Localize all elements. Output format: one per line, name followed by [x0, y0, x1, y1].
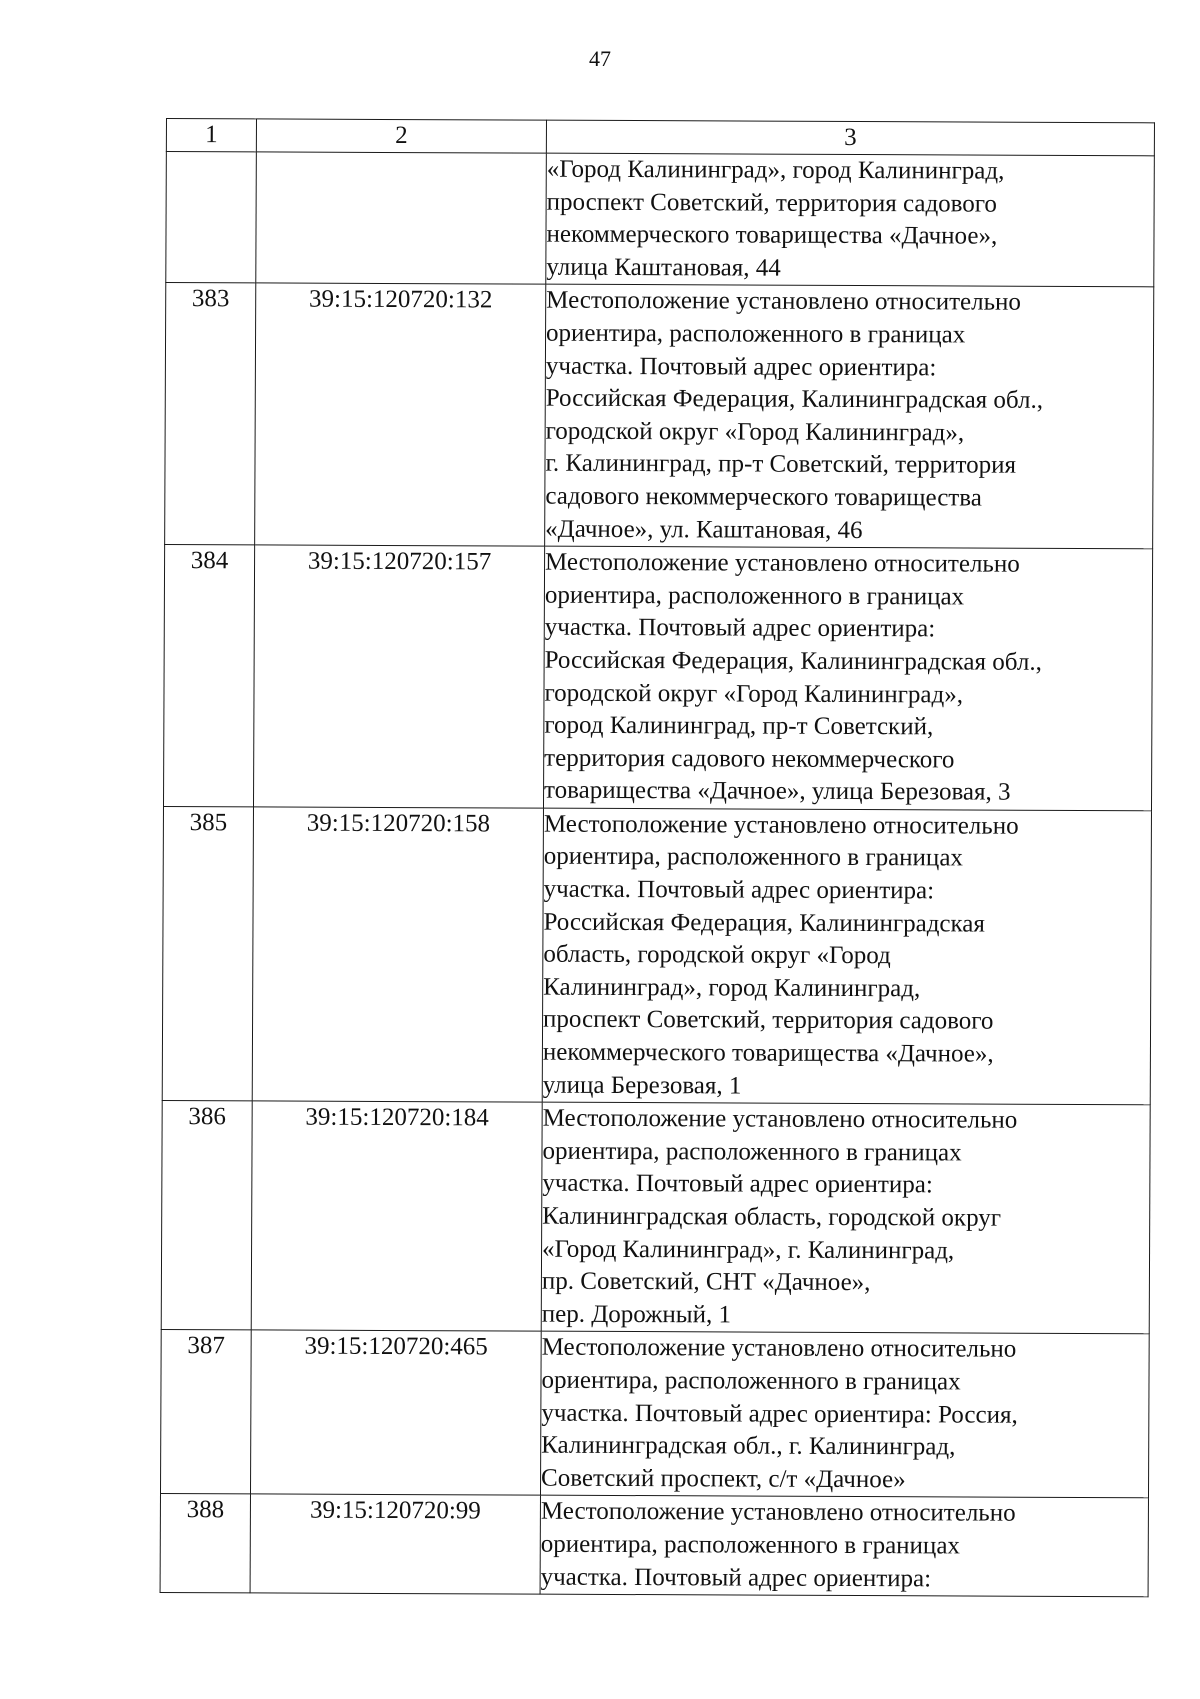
address-line: Калининградская область, городской округ	[542, 1202, 1002, 1232]
address-line: «Город Калининград», город Калининград,	[546, 155, 1005, 185]
address-line: пр. Советский, СНТ «Дачное»,	[541, 1267, 871, 1297]
address-line: ориентира, расположенного в границах	[540, 1530, 961, 1560]
address-line: ориентира, расположенного в границах	[541, 1366, 961, 1396]
address-line: улица Березовая, 1	[542, 1071, 742, 1100]
address-line: ориентира, расположенного в границах	[544, 581, 965, 611]
address-line: территория садового некоммерческого	[544, 744, 955, 774]
address-line: проспект Советский, территория садового	[543, 1006, 994, 1036]
table-row	[166, 152, 1155, 288]
row-number-cell	[166, 152, 257, 284]
address-line: городской округ «Город Калининград»,	[544, 679, 964, 708]
cadastral-number-cell: 39:15:120720:184	[251, 1101, 542, 1331]
land-plots-table	[160, 118, 1155, 1597]
table-row	[160, 1494, 1148, 1597]
row-number-cell: 388	[160, 1494, 250, 1593]
cadastral-number-cell: 39:15:120720:132	[255, 283, 546, 546]
address-line: товарищества «Дачное», улица Березовая, 3	[544, 776, 1011, 806]
row-number-cell: 384	[163, 545, 254, 807]
address-cell	[546, 153, 1155, 287]
address-line: участка. Почтовый адрес ориентира:	[544, 613, 936, 643]
address-line: область, городской округ «Город	[543, 940, 891, 970]
cadastral-number-cell: 39:15:120720:99	[250, 1494, 540, 1594]
address-line: «Город Калининград», г. Калининград,	[542, 1235, 955, 1265]
address-cell	[543, 546, 1152, 810]
address-line: ориентира, расположенного в границах	[546, 319, 966, 349]
address-line: Калининград», город Калининград,	[543, 973, 921, 1003]
address-line: городской округ «Город Калининград»,	[545, 417, 965, 447]
address-line: Российская Федерация, Калининградская	[543, 908, 985, 938]
address-line: Российская Федерация, Калининградская обл.,	[544, 646, 1042, 676]
address-cell	[545, 285, 1154, 549]
address-line: участка. Почтовый адрес ориентира:	[540, 1563, 932, 1592]
address-cell	[542, 808, 1151, 1105]
cadastral-number-cell: 39:15:120720:465	[250, 1330, 541, 1495]
address-cell	[540, 1332, 1149, 1499]
address-line: участка. Почтовый адрес ориентира:	[545, 352, 937, 381]
address-line: Местоположение установлено относительно	[543, 810, 1019, 840]
address-line: участка. Почтовый адрес ориентира:	[543, 875, 935, 905]
address-line: Российская Федерация, Калининградская обл.,	[545, 384, 1044, 414]
address-line: город Калининград, пр-т Советский,	[544, 711, 934, 741]
cadastral-number-cell: 39:15:120720:157	[253, 545, 544, 808]
address-line: Советский проспект, с/т «Дачное»	[541, 1464, 906, 1493]
address-line: садового некоммерческого товарищества	[545, 482, 982, 512]
address-line: Местоположение установлено относительно	[541, 1334, 1017, 1364]
row-number-cell: 385	[162, 806, 253, 1101]
row-number-cell: 386	[161, 1101, 252, 1331]
page-number: 47	[589, 46, 611, 71]
cadastral-number-cell: 39:15:120720:158	[252, 807, 543, 1103]
address-line: участка. Почтовый адрес ориентира: Россия,	[541, 1399, 1018, 1429]
address-line: ориентира, расположенного в границах	[543, 843, 964, 872]
address-line: Местоположение установлено относительно	[546, 287, 1021, 317]
table-row	[163, 545, 1152, 811]
address-line: г. Калининград, пр-т Советский, территория	[545, 450, 1017, 480]
address-line: некоммерческого товарищества «Дачное»,	[546, 220, 998, 250]
address-line: Местоположение установлено относительно	[545, 548, 1020, 578]
address-line: Местоположение установлено относительно	[540, 1497, 1016, 1528]
address-line: участка. Почтовый адрес ориентира:	[542, 1170, 933, 1199]
row-number-cell: 383	[165, 283, 256, 545]
table-row	[161, 1101, 1150, 1334]
address-cell	[540, 1495, 1148, 1596]
row-number-cell: 387	[160, 1330, 251, 1494]
table-row	[162, 806, 1151, 1105]
column-header-cadastral: 2	[256, 119, 546, 153]
address-line: улица Каштановая, 44	[546, 253, 781, 282]
address-line: Местоположение установлено относительно	[542, 1104, 1018, 1134]
address-cell	[541, 1102, 1150, 1334]
address-line: проспект Советский, территория садового	[546, 188, 998, 218]
column-header-number: 1	[166, 119, 256, 152]
column-header-address: 3	[546, 120, 1154, 156]
cadastral-number-cell	[256, 152, 547, 285]
table-row	[160, 1330, 1149, 1498]
address-line: «Дачное», ул. Каштановая, 46	[545, 515, 863, 544]
table-header-row	[166, 119, 1154, 156]
address-line: ориентира, расположенного в границах	[542, 1137, 962, 1167]
table-row	[165, 283, 1154, 549]
address-line: некоммерческого товарищества «Дачное»,	[542, 1038, 994, 1068]
address-line: пер. Дорожный, 1	[541, 1300, 732, 1329]
address-line: Калининградская обл., г. Калининград,	[541, 1431, 956, 1461]
table-body	[160, 152, 1154, 1597]
